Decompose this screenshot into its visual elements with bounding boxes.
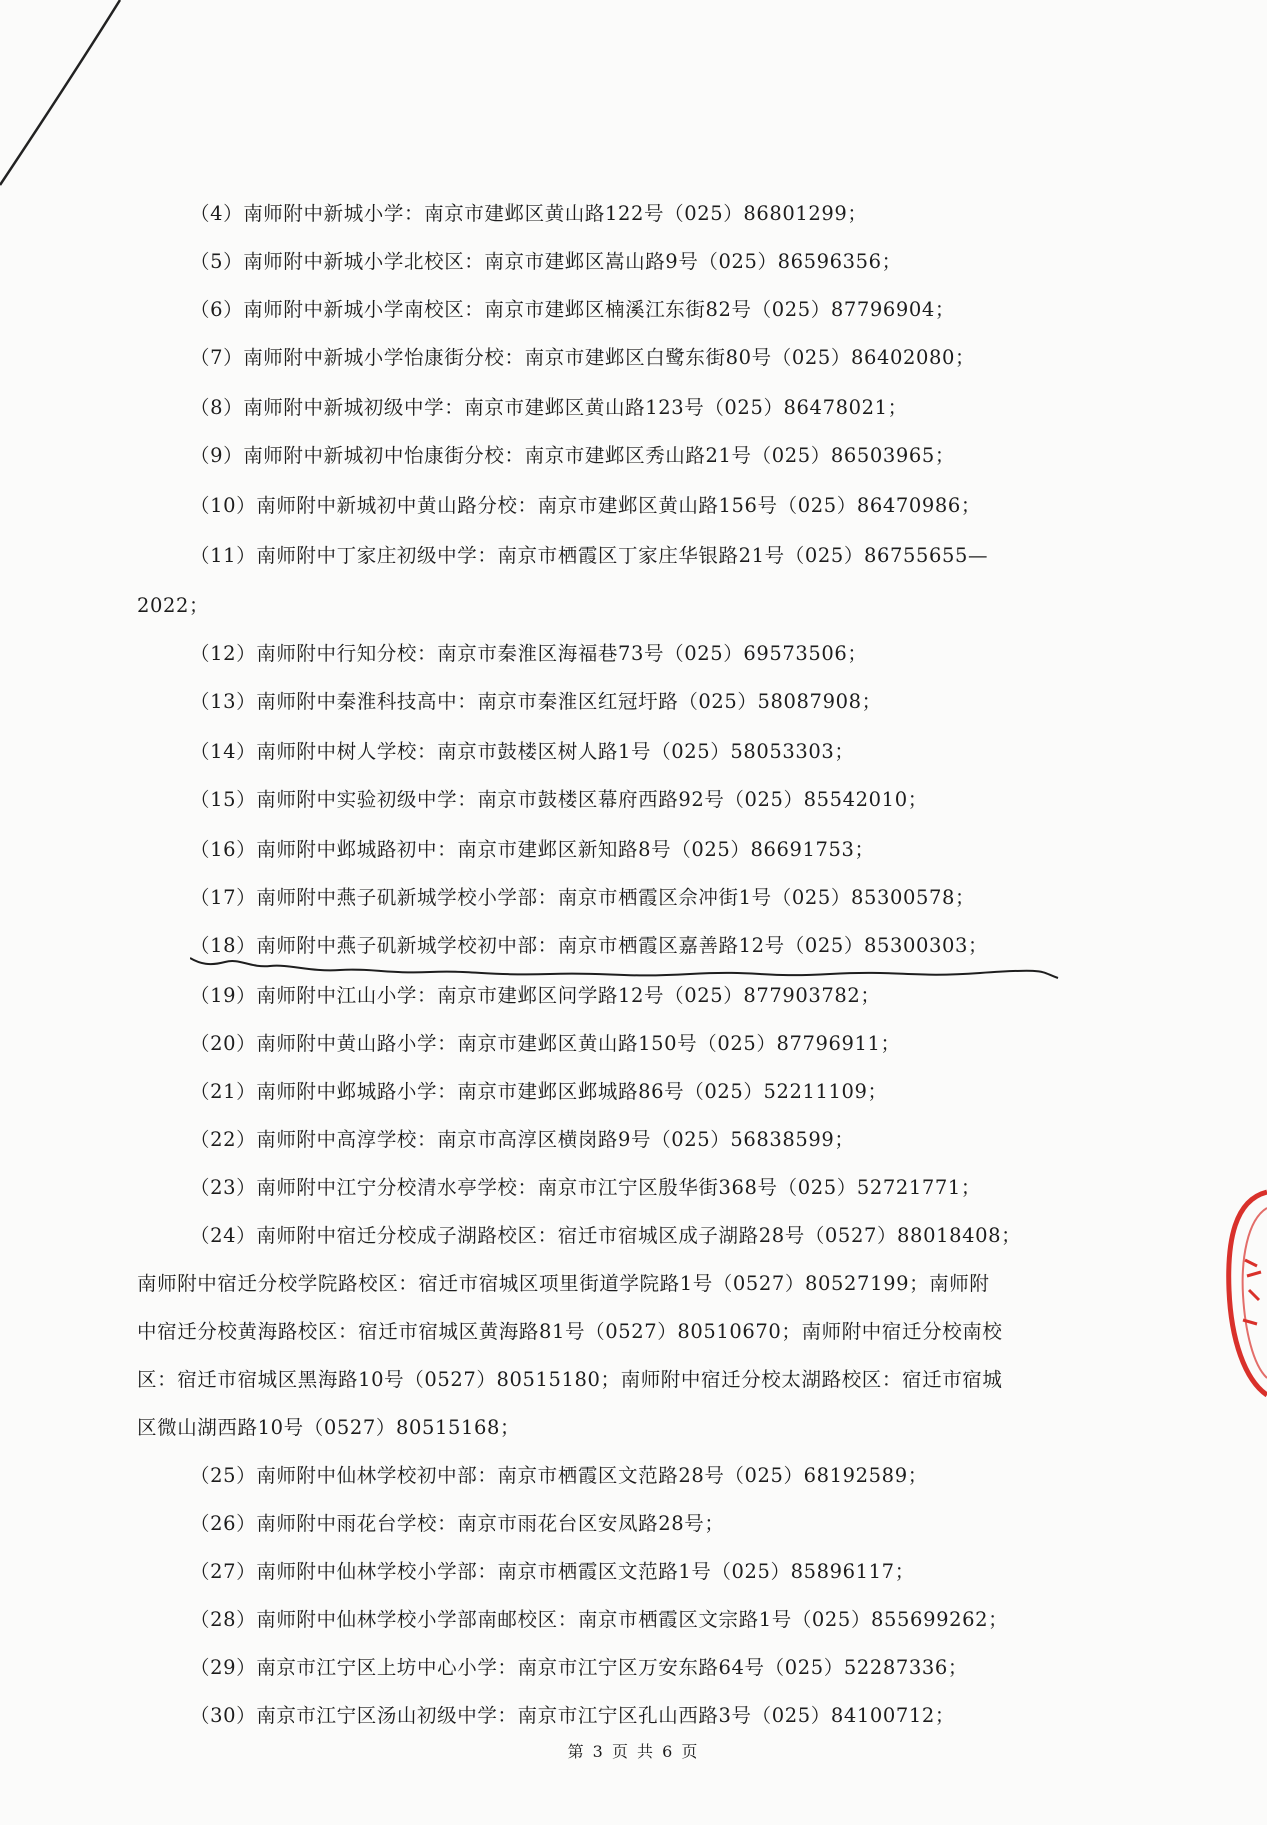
entry-7: （7）南师附中新城小学怡康街分校：南京市建邺区白鹭东街80号（025）86402080； — [190, 346, 976, 369]
entry-12: （12）南师附中行知分校：南京市秦淮区海福巷73号（025）69573506； — [190, 642, 868, 665]
entry-9: （9）南师附中新城初中怡康街分校：南京市建邺区秀山路21号（025）86503965； — [190, 444, 955, 467]
entry-27: （27）南师附中仙林学校小学部：南京市栖霞区文范路1号（025）85896117； — [190, 1560, 915, 1583]
entry-11-continued: 2022； — [137, 594, 210, 617]
seal-stamp — [1225, 1180, 1267, 1410]
entry-22: （22）南师附中高淳学校：南京市高淳区横岗路9号（025）56838599； — [190, 1128, 855, 1151]
entry-20: （20）南师附中黄山路小学：南京市建邺区黄山路150号（025）87796911； — [190, 1032, 901, 1055]
entry-26: （26）南师附中雨花台学校：南京市雨花台区安凤路28号； — [190, 1512, 725, 1535]
entry-8: （8）南师附中新城初级中学：南京市建邺区黄山路123号（025）86478021； — [190, 396, 908, 419]
entry-13: （13）南师附中秦淮科技高中：南京市秦淮区红冠圩路（025）58087908； — [190, 690, 882, 713]
entry-24-line-5: 区微山湖西路10号（0527）80515168； — [137, 1416, 521, 1439]
entry-10: （10）南师附中新城初中黄山路分校：南京市建邺区黄山路156号（025）86470986； — [190, 494, 982, 517]
entry-28: （28）南师附中仙林学校小学部南邮校区：南京市栖霞区文宗路1号（025）855699262； — [190, 1608, 1009, 1631]
entry-5: （5）南师附中新城小学北校区：南京市建邺区嵩山路9号（025）86596356； — [190, 250, 902, 273]
handwritten-underline — [190, 948, 1070, 988]
page-footer: 第 3 页 共 6 页 — [567, 1742, 700, 1761]
entry-21: （21）南师附中邺城路小学：南京市建邺区邺城路86号（025）52211109； — [190, 1080, 888, 1103]
entry-4: （4）南师附中新城小学：南京市建邺区黄山路122号（025）86801299； — [190, 202, 868, 225]
entry-24-line-3: 中宿迁分校黄海路校区：宿迁市宿城区黄海路81号（0527）80510670；南师附中宿迁分校南校 — [137, 1320, 1003, 1343]
entry-19: （19）南师附中江山小学：南京市建邺区问学路12号（025）877903782； — [190, 984, 881, 1007]
entry-15: （15）南师附中实验初级中学：南京市鼓楼区幕府西路92号（025）85542010； — [190, 788, 928, 811]
entry-24-line-2: 南师附中宿迁分校学院路校区：宿迁市宿城区项里街道学院路1号（0527）80527199；南师附 — [137, 1272, 990, 1295]
entry-24: （24）南师附中宿迁分校成子湖路校区：宿迁市宿城区成子湖路28号（0527）88018408； — [190, 1224, 1022, 1247]
entry-29: （29）南京市江宁区上坊中心小学：南京市江宁区万安东路64号（025）52287336； — [190, 1656, 968, 1679]
entry-14: （14）南师附中树人学校：南京市鼓楼区树人路1号（025）58053303； — [190, 740, 855, 763]
entry-25: （25）南师附中仙林学校初中部：南京市栖霞区文范路28号（025）68192589； — [190, 1464, 928, 1487]
entry-6: （6）南师附中新城小学南校区：南京市建邺区楠溪江东街82号（025）87796904； — [190, 298, 955, 321]
entry-23: （23）南师附中江宁分校清水亭学校：南京市江宁区殷华街368号（025）52721771； — [190, 1176, 982, 1199]
entry-18: （18）南师附中燕子矶新城学校初中部：南京市栖霞区嘉善路12号（025）85300303； — [190, 934, 989, 957]
entry-17: （17）南师附中燕子矶新城学校小学部：南京市栖霞区佘冲街1号（025）85300578； — [190, 886, 976, 909]
scan-edge-mark — [0, 0, 140, 200]
entry-30: （30）南京市江宁区汤山初级中学：南京市江宁区孔山西路3号（025）84100712； — [190, 1704, 955, 1727]
entry-24-line-4: 区：宿迁市宿城区黑海路10号（0527）80515180；南师附中宿迁分校太湖路校区：宿迁市宿城 — [137, 1368, 1003, 1391]
entry-16: （16）南师附中邺城路初中：南京市建邺区新知路8号（025）86691753； — [190, 838, 875, 861]
entry-11: （11）南师附中丁家庄初级中学：南京市栖霞区丁家庄华银路21号（025）86755655— — [190, 544, 989, 567]
